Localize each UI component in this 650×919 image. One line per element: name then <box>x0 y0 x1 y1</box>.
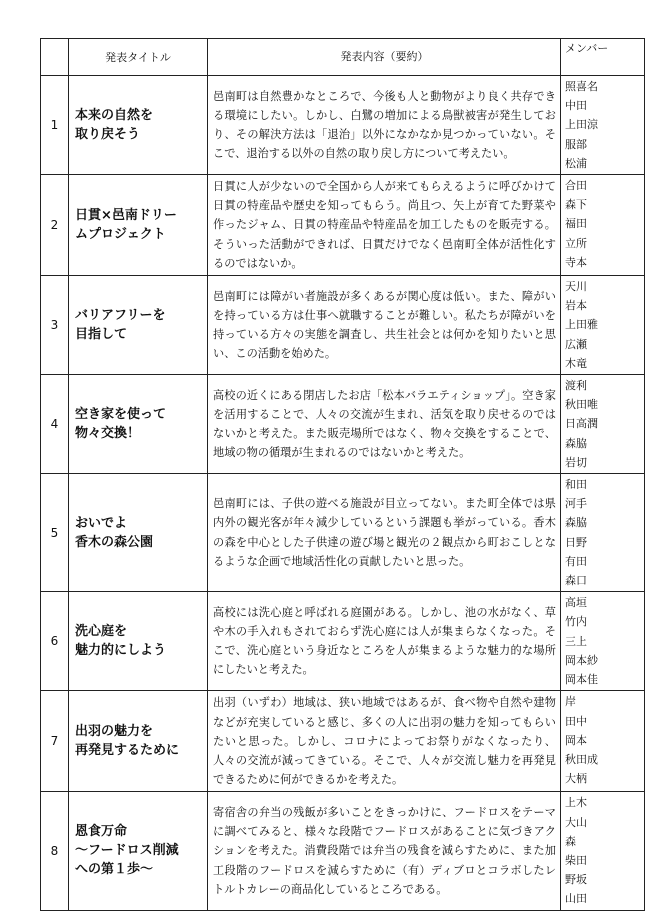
member-name: 有田 <box>565 554 587 568</box>
member-name: 大山 <box>565 815 587 829</box>
row-number: 8 <box>41 792 69 910</box>
row-members <box>561 592 645 691</box>
row-members <box>561 375 645 474</box>
row-title-line: おいでよ <box>75 515 128 531</box>
member-name: 日野 <box>565 535 587 549</box>
row-summary: 出羽（いずわ）地域は、狭い地域ではあるが、食べ物や自然や建物などが充実していると感じ、多くの人に出羽の魅力を知ってもらいたいと思った。しかし、コロナによってお祭りがなくなったり、人々の交流が減ってきている。そこで、人々が交流し魅力を再発見できるために何ができるかを考えた。 <box>208 691 561 792</box>
table-row <box>41 175 645 276</box>
header-members: メンバー <box>561 39 645 76</box>
row-summary: 寄宿舎の弁当の残飯が多いことをきっかけに、フードロスをテーマに調べてみると、様々な段階でフードロスがあることに気づきアクションを考えた。消費段階では弁当の残食を減らすために、また加工段階のフードロスを減らすために（有）ディブロとコラボしたレトルトカレーの商品化しているところである。 <box>208 792 561 910</box>
row-title <box>69 375 208 474</box>
row-title-line: ～フードロス削減 <box>75 843 179 859</box>
member-name: 上木 <box>565 796 587 810</box>
member-name: 森脇 <box>565 436 587 450</box>
member-name: 立所 <box>565 236 587 250</box>
member-name: 森 <box>565 834 576 848</box>
header-title: 発表タイトル <box>69 39 208 76</box>
row-summary: 日貫に人が少ないので全国から人が来てもらえるように呼びかけて日貫の特産品や歴史を知ってもらう。尚且つ、矢上が育てた野菜や作ったジャム、日貫の特産品や特産品を加工したものを販売する。そういった活動ができれば、日貫だけでなく邑南町全体が活性化するのではないか。 <box>208 175 561 276</box>
member-name: 竹内 <box>565 615 587 629</box>
row-summary: 邑南町には、子供の遊べる施設が目立ってない。また町全体では県内外の観光客が年々減少しているという課題も挙がっている。香木の森を中心とした子供達の遊び場と観光の２観点から町おこしとなるような企画で地域活性化の貢献したいと思った。 <box>208 474 561 592</box>
member-name: 高垣 <box>565 596 587 610</box>
row-title-line: 出羽の魅力を <box>75 724 154 740</box>
table-row <box>41 592 645 691</box>
member-name: 柴田 <box>565 853 587 867</box>
row-number: 5 <box>41 474 69 592</box>
row-number: 2 <box>41 175 69 276</box>
row-title-line: 取り戻そう <box>75 127 141 142</box>
row-title-line: 恩食万命 <box>75 824 128 840</box>
member-name: 上田雅 <box>565 318 598 332</box>
member-name: 日高潤 <box>565 417 598 431</box>
member-name: 秋田成 <box>565 752 598 766</box>
header-no <box>41 39 69 76</box>
member-name: 照喜名 <box>565 80 598 93</box>
member-name: 合田 <box>565 179 587 193</box>
row-title-line: 空き家を使って <box>75 407 167 423</box>
table-body <box>41 76 645 911</box>
member-name: 秋田唯 <box>565 398 598 412</box>
member-name: 広瀬 <box>565 337 587 351</box>
table-row <box>41 375 645 474</box>
member-name: 森口 <box>565 574 587 588</box>
row-members <box>561 474 645 592</box>
member-name: 服部 <box>565 137 587 151</box>
row-title-line: 洗心庭を <box>75 624 128 640</box>
row-members <box>561 76 645 175</box>
row-title-line: 香木の森公園 <box>75 534 154 550</box>
row-title-line: 本来の自然を <box>75 108 154 123</box>
member-name: 野坂 <box>565 873 587 887</box>
row-number: 6 <box>41 592 69 691</box>
row-summary: 邑南町は自然豊かなところで、今後も人と動物がより良く共存できる環境にしたい。しかし、白鷺の増加による鳥獣被害が発生しており、その解決方法は「退治」以外になかなか見つかっていない。そこで、退治する以外の自然の取り戻し方について考えたい。 <box>208 76 561 175</box>
row-summary: 邑南町には障がい者施設が多くあるが関心度は低い。また、障がいを持っている方は仕事へ就職することが難しい。私たちが障がいを持っている方々の実態を調査し、共生社会とは何かを知りたいと思い、この活動を始めた。 <box>208 276 561 375</box>
member-name: 寺本 <box>565 255 587 269</box>
member-name: 岡本佳 <box>565 673 598 687</box>
table-header-row <box>41 39 645 76</box>
member-name: 渡利 <box>565 379 587 393</box>
row-title-line: 目指して <box>75 327 128 343</box>
table-row <box>41 691 645 792</box>
header-summary: 発表内容（要約） <box>208 39 561 76</box>
table-row <box>41 474 645 592</box>
row-number: 7 <box>41 691 69 792</box>
row-number: 1 <box>41 76 69 175</box>
table-row <box>41 276 645 375</box>
row-title-line: 再発見するために <box>75 743 180 759</box>
row-title <box>69 792 208 910</box>
member-name: 岡本 <box>565 733 587 747</box>
member-name: 岸 <box>565 695 576 709</box>
row-members <box>561 792 645 910</box>
row-members <box>561 175 645 276</box>
row-number: 4 <box>41 375 69 474</box>
member-name: 松浦 <box>565 156 587 170</box>
member-name: 森脇 <box>565 516 587 530</box>
row-title <box>69 276 208 375</box>
member-name: 岡本紗 <box>565 653 598 667</box>
member-name: 大柄 <box>565 772 587 786</box>
member-name: 木竜 <box>565 356 587 370</box>
member-name: 和田 <box>565 478 587 492</box>
row-title-line: 魅力的にしよう <box>75 643 167 659</box>
member-name: 森下 <box>565 198 587 212</box>
row-title-line: ムプロジェクト <box>75 227 166 243</box>
presentation-table-page <box>40 38 615 911</box>
row-title-line: 日貫×邑南ドリー <box>75 208 177 224</box>
row-title <box>69 474 208 592</box>
member-name: 上田涼 <box>565 118 598 132</box>
row-title-line: への第１歩～ <box>75 862 154 878</box>
member-name: 福田 <box>565 217 587 231</box>
row-title-line: 物々交換！ <box>75 426 141 442</box>
table-row <box>41 792 645 910</box>
row-title <box>69 175 208 276</box>
member-name: 河手 <box>565 497 587 511</box>
row-summary: 高校の近くにある閉店したお店「松本バラエティショップ」。空き家を活用することで、人々の交流が生まれ、活気を取り戻せるのではないかと考えた。また販売場所ではなく、物々交換をすることで、地域の物の循環が生まれるのではないかと考えた。 <box>208 375 561 474</box>
row-summary: 高校には洗心庭と呼ばれる庭園がある。しかし、池の水がなく、草や木の手入れもされておらず洗心庭には人が集まらなくなった。そこで、洗心庭という身近なところを人が集まるような魅力的な場所にしたいと考えた。 <box>208 592 561 691</box>
member-name: 田中 <box>565 714 587 728</box>
member-name: 中田 <box>565 99 587 113</box>
row-title <box>69 76 208 175</box>
table-row <box>41 76 645 175</box>
member-name: 三上 <box>565 634 587 648</box>
row-members <box>561 691 645 792</box>
row-title <box>69 592 208 691</box>
member-name: 山田 <box>565 892 587 906</box>
row-title <box>69 691 208 792</box>
member-name: 岩本 <box>565 299 587 313</box>
row-members <box>561 276 645 375</box>
member-name: 天川 <box>565 280 587 294</box>
member-name: 岩切 <box>565 455 587 469</box>
row-title-line: バリアフリーを <box>75 308 166 324</box>
row-number: 3 <box>41 276 69 375</box>
presentation-table <box>40 38 645 911</box>
